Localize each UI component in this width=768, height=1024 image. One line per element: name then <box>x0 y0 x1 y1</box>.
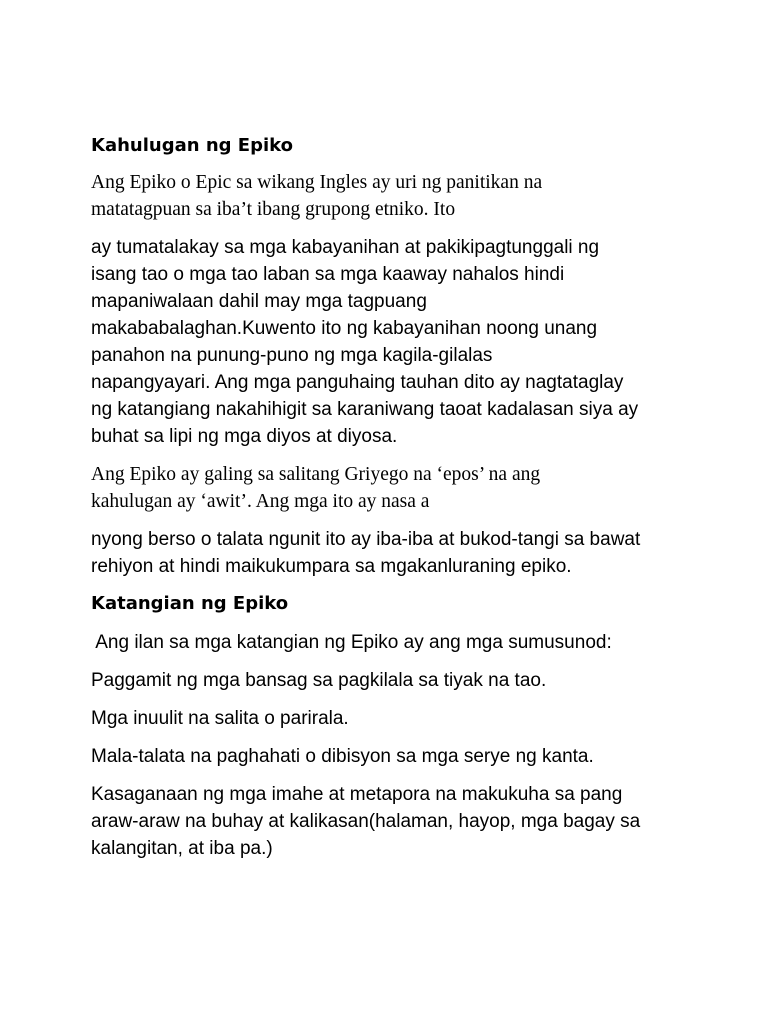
paragraph-characteristic-2 <box>91 705 691 732</box>
paragraph-etymology-continued <box>91 526 691 580</box>
paragraph-characteristic-3 <box>91 743 691 770</box>
document-body <box>91 133 691 862</box>
text-line: Mga inuulit na salita o parirala. <box>91 708 349 729</box>
text-line: ay tumatalakay sa mga kabayanihan at pakikipagtunggali ng <box>91 237 600 258</box>
text-line: Mala-talata na paghahati o dibisyon sa mga serye ng kanta. <box>91 746 594 767</box>
section-heading-katangian: Katangian ng Epiko <box>91 593 289 614</box>
text-line: rehiyon at hindi maikukumpara sa mgakanluraning epiko. <box>91 556 572 577</box>
text-line: panahon na punung-puno ng mga kagila-gilalas <box>91 345 493 366</box>
text-line: araw-araw na buhay at kalikasan(halaman, hayop, mga bagay sa <box>91 811 641 832</box>
text-line: Ang ilan sa mga katangian ng Epiko ay ang mga sumusunod: <box>91 632 612 653</box>
paragraph-definition-intro <box>91 169 691 223</box>
text-line: Paggamit ng mga bansag sa pagkilala sa tiyak na tao. <box>91 670 547 691</box>
section-heading-kahulugan: Kahulugan ng Epiko <box>91 135 293 156</box>
paragraph-characteristics-intro <box>91 629 691 656</box>
paragraph-characteristic-1 <box>91 667 691 694</box>
text-line: buhat sa lipi ng mga diyos at diyosa. <box>91 426 398 447</box>
text-line: kahulugan ay ‘awit’. Ang mga ito ay nasa a <box>91 491 430 512</box>
text-line: kalangitan, at iba pa.) <box>91 838 273 859</box>
paragraph-characteristic-4 <box>91 781 691 862</box>
paragraph-etymology <box>91 461 691 515</box>
text-line: isang tao o mga tao laban sa mga kaaway nahalos hindi <box>91 264 565 285</box>
text-line: nyong berso o talata ngunit ito ay iba-iba at bukod-tangi sa bawat <box>91 529 641 550</box>
paragraph-definition-body <box>91 234 691 450</box>
text-line: napangyayari. Ang mga panguhaing tauhan dito ay nagtataglay <box>91 372 624 393</box>
text-line: Kasaganaan ng mga imahe at metapora na makukuha sa pang <box>91 784 623 805</box>
text-line: ng katangiang nakahihigit sa karaniwang taoat kadalasan siya ay <box>91 399 639 420</box>
text-line: matatagpuan sa iba’t ibang grupong etniko. Ito <box>91 199 456 220</box>
text-line: makababalaghan.Kuwento ito ng kabayanihan noong unang <box>91 318 598 339</box>
text-line: Ang Epiko o Epic sa wikang Ingles ay uri ng panitikan na <box>91 172 543 193</box>
text-line: mapaniwalaan dahil may mga tagpuang <box>91 291 427 312</box>
text-line: Ang Epiko ay galing sa salitang Griyego na ‘epos’ na ang <box>91 464 541 485</box>
